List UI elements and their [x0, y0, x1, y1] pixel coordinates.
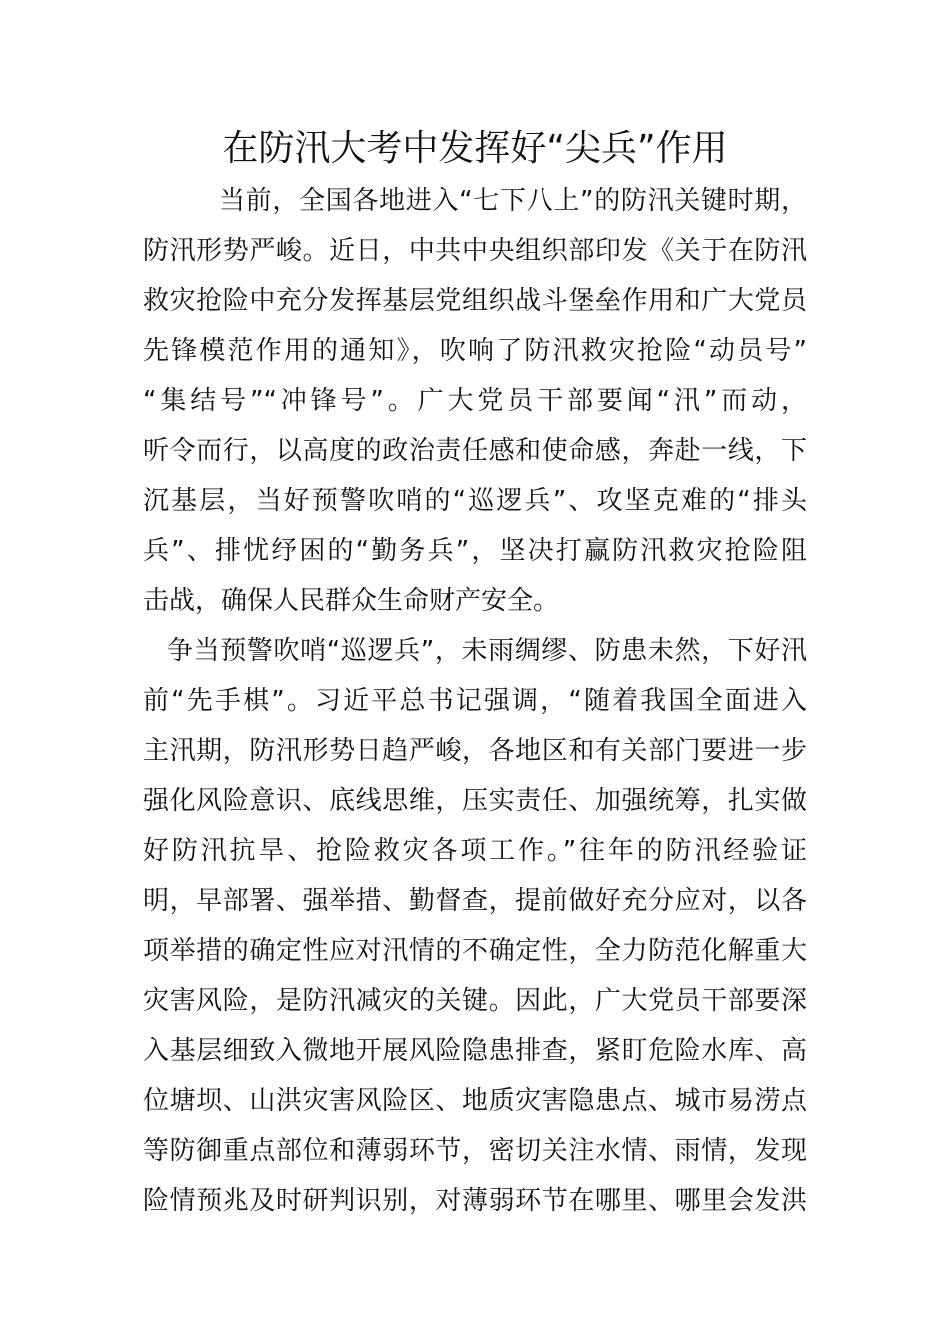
text-line: 沉基层，当好预警吹哨的“巡逻兵”、攻坚克难的“排头	[143, 486, 807, 516]
text-line: 先锋模范作用的通知》，吹响了防汛救灾抢险“动员号”	[143, 336, 807, 366]
text-line: 等防御重点部位和薄弱环节，密切关注水情、雨情，发现	[143, 1136, 807, 1166]
text-line: 险情预兆及时研判识别，对薄弱环节在哪里、哪里会发洪	[143, 1186, 807, 1216]
text-line: 防汛形势严峻。近日，中共中央组织部印发《关于在防汛	[143, 236, 807, 266]
text-line: 救灾抢险中充分发挥基层党组织战斗堡垒作用和广大党员	[143, 286, 807, 316]
text-line: “集结号”“冲锋号”。广大党员干部要闻“汛”而动，	[143, 386, 807, 416]
document-title: 在防汛大考中发挥好“尖兵”作用	[222, 128, 728, 169]
text-line: 主汛期，防汛形势日趋严峻，各地区和有关部门要进一步	[143, 736, 807, 766]
text-line: 入基层细致入微地开展风险隐患排查，紧盯危险水库、高	[143, 1036, 807, 1066]
document-body	[143, 176, 807, 1226]
text-line: 击战，确保人民群众生命财产安全。	[143, 586, 560, 616]
text-line: 强化风险意识、底线思维，压实责任、加强统筹，扎实做	[143, 786, 807, 816]
text-line: 当前，全国各地进入“七下八上”的防汛关键时期，	[219, 186, 807, 216]
text-line: 争当预警吹哨“巡逻兵”，未雨绸缪、防患未然，下好汛	[167, 636, 807, 666]
text-line: 听令而行，以高度的政治责任感和使命感，奔赴一线，下	[143, 436, 807, 466]
text-line: 兵”、排忧纾困的“勤务兵”，坚决打赢防汛救灾抢险阻	[143, 536, 807, 566]
text-line: 明，早部署、强举措、勤督查，提前做好充分应对，以各	[143, 886, 807, 916]
text-line: 前“先手棋”。习近平总书记强调，“随着我国全面进入	[143, 686, 807, 716]
text-line: 项举措的确定性应对汛情的不确定性，全力防范化解重大	[143, 936, 807, 966]
text-line: 灾害风险，是防汛减灾的关键。因此，广大党员干部要深	[143, 986, 807, 1016]
text-line: 位塘坝、山洪灾害风险区、地质灾害隐患点、城市易涝点	[143, 1086, 807, 1116]
text-line: 好防汛抗旱、抢险救灾各项工作。”往年的防汛经验证	[143, 836, 807, 866]
